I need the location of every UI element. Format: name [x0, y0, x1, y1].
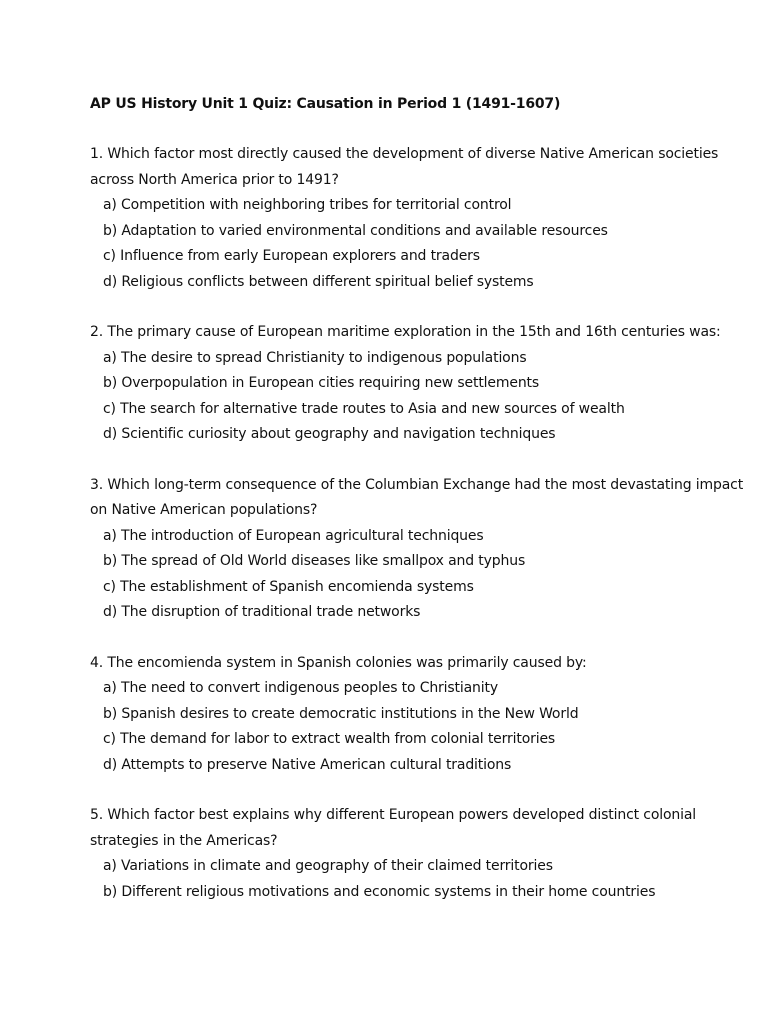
question-stem: 5. Which factor best explains why different European powers developed distinct colonial strategies in the Americas? [90, 807, 697, 849]
option-a: a) The introduction of European agricultural techniques [103, 527, 484, 544]
option-d: d) The disruption of traditional trade networks [103, 604, 421, 620]
question-3 [90, 473, 750, 626]
option-list [90, 676, 750, 778]
option-d: d) Religious conflicts between different spiritual belief systems [103, 273, 534, 290]
question-stem: 1. Which factor most directly caused the development of diverse Native American societies across North America prior to 1491? [90, 146, 719, 188]
option-c: c) The demand for labor to extract wealth from colonial territories [103, 731, 556, 747]
option-a: a) The desire to spread Christianity to indigenous populations [103, 349, 527, 366]
option-list [90, 524, 750, 626]
option-c: c) The establishment of Spanish encomienda systems [103, 578, 474, 595]
option-a: a) The need to convert indigenous peoples to Christianity [103, 680, 498, 696]
question-stem: 3. Which long-term consequence of the Columbian Exchange had the most devastating impact on Native American populations? [90, 476, 744, 518]
option-b: b) Different religious motivations and economic systems in their home countries [103, 883, 656, 900]
question-2 [90, 320, 750, 448]
option-list [90, 854, 750, 905]
question-stem: 2. The primary cause of European maritime exploration in the 15th and 16th centuries was: [90, 324, 721, 340]
question-4 [90, 651, 750, 779]
document-title: AP US History Unit 1 Quiz: Causation in Period 1 (1491-1607) [90, 96, 561, 112]
option-list [90, 193, 750, 295]
question-5 [90, 803, 750, 905]
option-b: b) The spread of Old World diseases like smallpox and typhus [103, 553, 526, 569]
option-list [90, 346, 750, 448]
option-b: b) Overpopulation in European cities requiring new settlements [103, 375, 540, 391]
option-a: a) Competition with neighboring tribes for territorial control [103, 197, 512, 213]
option-a: a) Variations in climate and geography of their claimed territories [103, 858, 553, 874]
option-d: d) Scientific curiosity about geography and navigation techniques [103, 426, 556, 442]
option-c: c) Influence from early European explorers and traders [103, 248, 480, 264]
option-b: b) Spanish desires to create democratic institutions in the New World [103, 705, 579, 722]
document-page [90, 92, 750, 930]
option-d: d) Attempts to preserve Native American cultural traditions [103, 756, 512, 773]
option-b: b) Adaptation to varied environmental conditions and available resources [103, 222, 608, 239]
option-c: c) The search for alternative trade routes to Asia and new sources of wealth [103, 400, 625, 417]
question-stem: 4. The encomienda system in Spanish colonies was primarily caused by: [90, 654, 587, 671]
question-1 [90, 142, 750, 295]
